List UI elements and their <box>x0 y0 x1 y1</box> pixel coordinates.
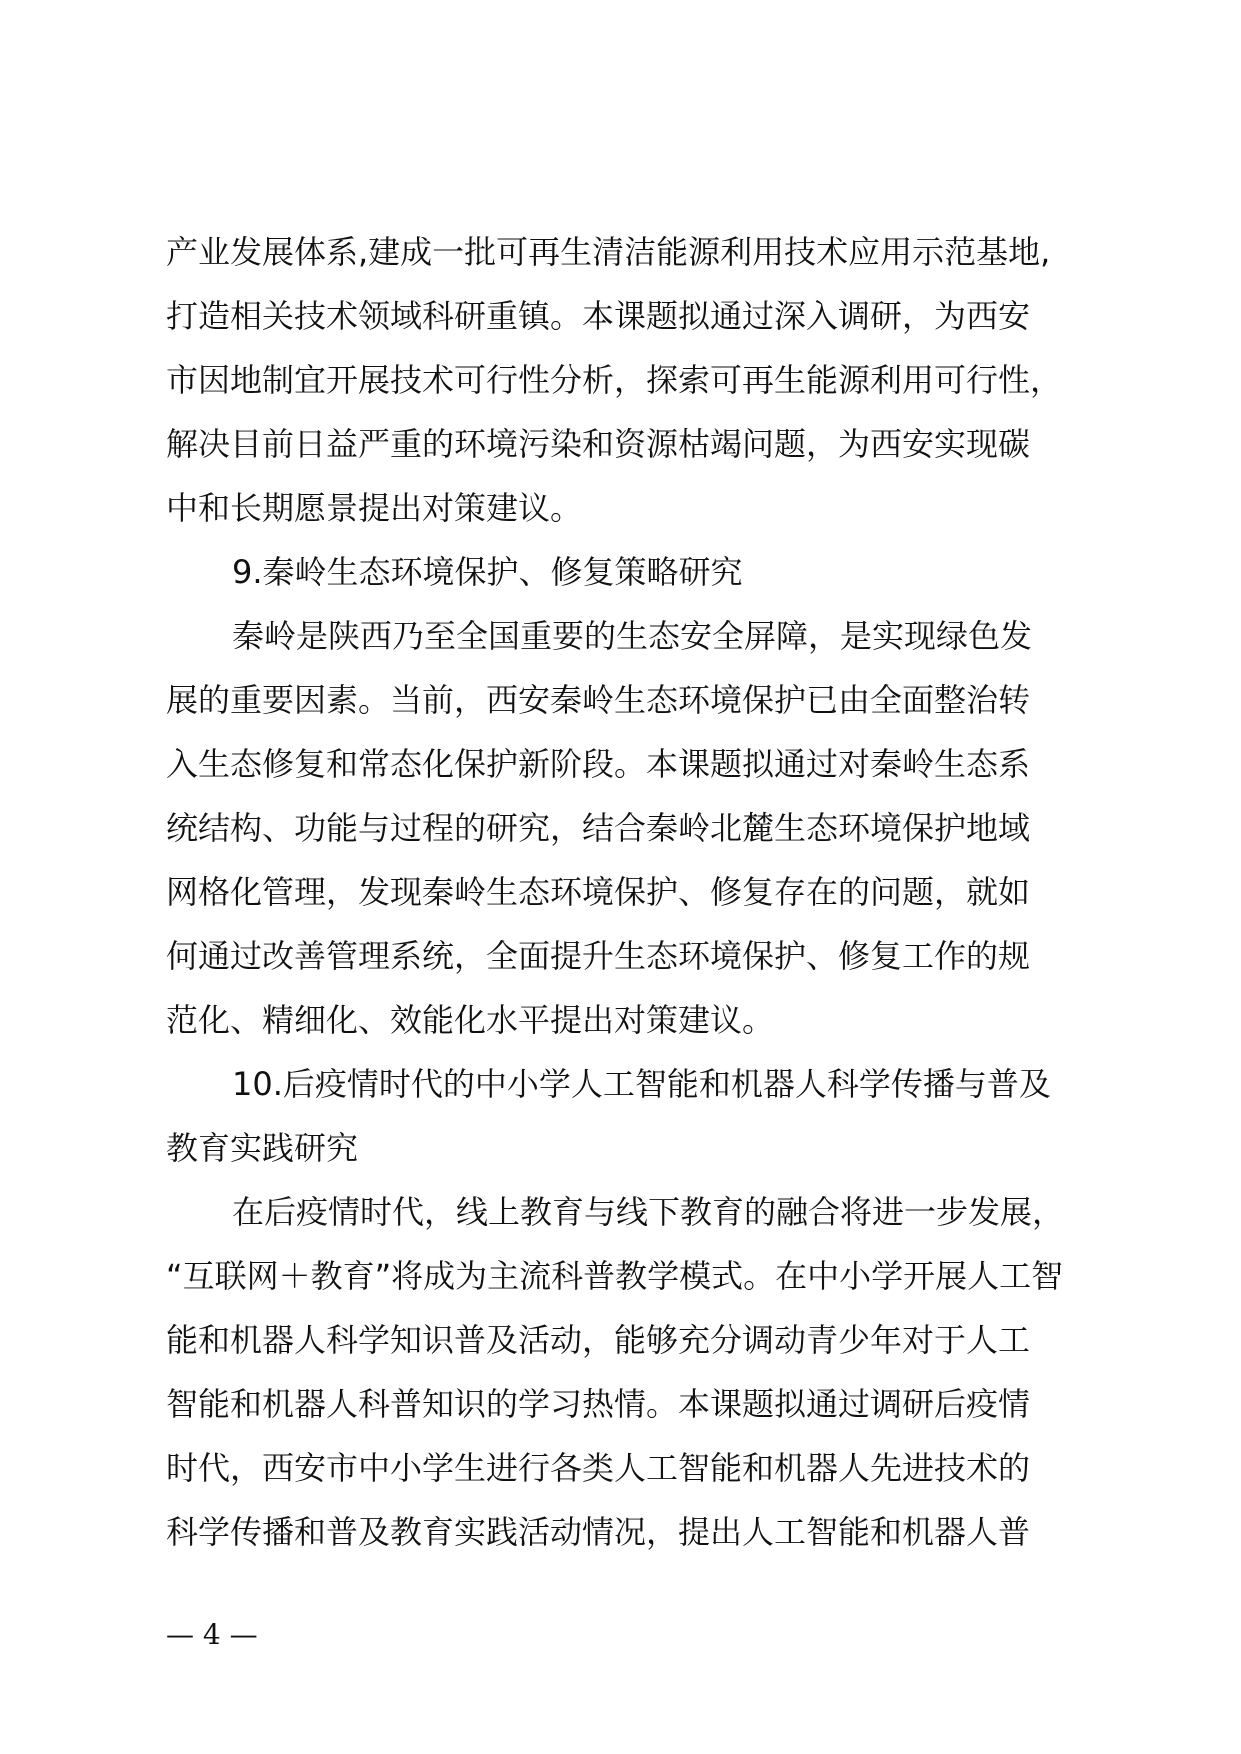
text-line: 10.后疫情时代的中小学人工智能和机器人科学传播与普及 <box>232 1065 1051 1103</box>
text-line: 在后疫情时代，线上教育与线下教育的融合将进一步发展， <box>232 1193 1065 1231</box>
text-line: 教育实践研究 <box>166 1129 359 1167</box>
text-line: 网格化管理，发现秦岭生态环境保护、修复存在的问题，就如 <box>166 873 1031 911</box>
text-line: 展的重要因素。当前，西安秦岭生态环境保护已由全面整治转 <box>166 681 1031 719</box>
text-line: 中和长期愿景提出对策建议。 <box>166 489 583 527</box>
text-line: 秦岭是陕西乃至全国重要的生态安全屏障，是实现绿色发 <box>232 617 1033 655</box>
text-line: 能和机器人科学知识普及活动，能够充分调动青少年对于人工 <box>166 1321 1031 1359</box>
text-line: 市因地制宜开展技术可行性分析，探索可再生能源利用可行性， <box>166 361 1063 399</box>
text-line: 科学传播和普及教育实践活动情况，提出人工智能和机器人普 <box>166 1513 1031 1551</box>
text-line: 统结构、功能与过程的研究，结合秦岭北麓生态环境保护地域 <box>166 809 1031 847</box>
text-line: 产业发展体系,建成一批可再生清洁能源利用技术应用示范基地, <box>166 233 1051 271</box>
text-line: 打造相关技术领域科研重镇。本课题拟通过深入调研，为西安 <box>166 297 1031 335</box>
text-line: 9.秦岭生态环境保护、修复策略研究 <box>232 553 743 591</box>
document-body <box>166 220 1086 1564</box>
text-line: “互联网＋教育”将成为主流科普教学模式。在中小学开展人工智 <box>166 1257 1064 1295</box>
text-line: 入生态修复和常态化保护新阶段。本课题拟通过对秦岭生态系 <box>166 745 1031 783</box>
text-line: 范化、精细化、效能化水平提出对策建议。 <box>166 1001 775 1039</box>
text-line: 智能和机器人科普知识的学习热情。本课题拟通过调研后疫情 <box>166 1385 1031 1423</box>
text-line: 解决目前日益严重的环境污染和资源枯竭问题，为西安实现碳 <box>166 425 1031 463</box>
text-line: 时代，西安市中小学生进行各类人工智能和机器人先进技术的 <box>166 1449 1031 1487</box>
page-number: — 4 — <box>166 1618 258 1651</box>
text-line: 何通过改善管理系统，全面提升生态环境保护、修复工作的规 <box>166 937 1031 975</box>
